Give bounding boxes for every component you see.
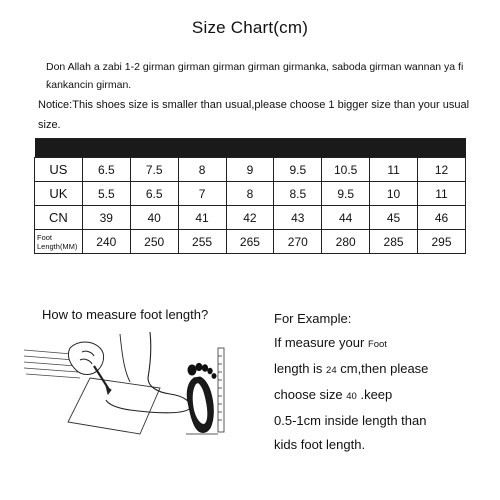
measure-heading: How to measure foot length?	[42, 307, 209, 322]
table-cell: 42	[226, 206, 274, 230]
table-cell: 9.5	[322, 182, 370, 206]
row-label-foot-length: Foot Length(MM)	[35, 230, 83, 254]
example-text	[274, 307, 484, 457]
table-cell: 9	[226, 158, 274, 182]
row-label-us: US	[35, 158, 83, 182]
row-label-cn: CN	[35, 206, 83, 230]
table-cell: 44	[322, 206, 370, 230]
row-label-uk: UK	[35, 182, 83, 206]
table-cell: 295	[418, 230, 466, 254]
table-cell: 45	[370, 206, 418, 230]
table-cell: 7	[178, 182, 226, 206]
table-cell: 46	[418, 206, 466, 230]
table-cell: 41	[178, 206, 226, 230]
hand-with-pencil	[68, 342, 111, 394]
table-cell: 8.5	[274, 182, 322, 206]
table-cell: 11	[418, 182, 466, 206]
example-line-4: choose size 40 .keep	[274, 387, 393, 402]
table-cell: 265	[226, 230, 274, 254]
foot-measure-illustration	[20, 330, 260, 440]
table-row-cn	[35, 206, 466, 230]
table-cell: 10.5	[322, 158, 370, 182]
description-text: Don Allah a zabi 1-2 girman girman girman girman girmanka, saboda girman wannan ya fi ƙankancin girman.	[46, 61, 464, 91]
example-line-3: length is 24 cm,then please	[274, 361, 429, 376]
table-cell: 10	[370, 182, 418, 206]
table-cell: 6.5	[130, 182, 178, 206]
ruler	[218, 348, 224, 432]
size-chart-table	[34, 138, 466, 254]
table-cell: 8	[178, 158, 226, 182]
example-line-2: If measure your Foot	[274, 335, 387, 350]
example-heading: For Example:	[274, 311, 352, 326]
page-title: Size Chart(cm)	[191, 18, 309, 37]
foot-side-view	[106, 332, 190, 413]
table-row-foot-length	[35, 230, 466, 254]
table-cell: 39	[82, 206, 130, 230]
table-cell: 250	[130, 230, 178, 254]
example-line-6: kids foot length.	[274, 437, 366, 452]
table-cell: 255	[178, 230, 226, 254]
table-cell: 6.5	[82, 158, 130, 182]
table-cell: 11	[370, 158, 418, 182]
footprint-icon	[187, 363, 216, 432]
table-row-uk	[35, 182, 466, 206]
table-cell: 285	[370, 230, 418, 254]
table-cell: 270	[274, 230, 322, 254]
table-cell: 9.5	[274, 158, 322, 182]
table-cell: 5.5	[82, 182, 130, 206]
example-line-5: 0.5-1cm inside length than	[274, 413, 427, 428]
table-header-bar	[35, 139, 466, 158]
table-row-us	[35, 158, 466, 182]
table-cell: 240	[82, 230, 130, 254]
notice-line-1: Notice:This shoes size is smaller than usual,please choose 1 bigger size than your usual size.	[38, 99, 470, 131]
table-cell: 12	[418, 158, 466, 182]
table-cell: 7.5	[130, 158, 178, 182]
table-cell: 280	[322, 230, 370, 254]
table-cell: 43	[274, 206, 322, 230]
table-cell: 40	[130, 206, 178, 230]
table-cell: 8	[226, 182, 274, 206]
